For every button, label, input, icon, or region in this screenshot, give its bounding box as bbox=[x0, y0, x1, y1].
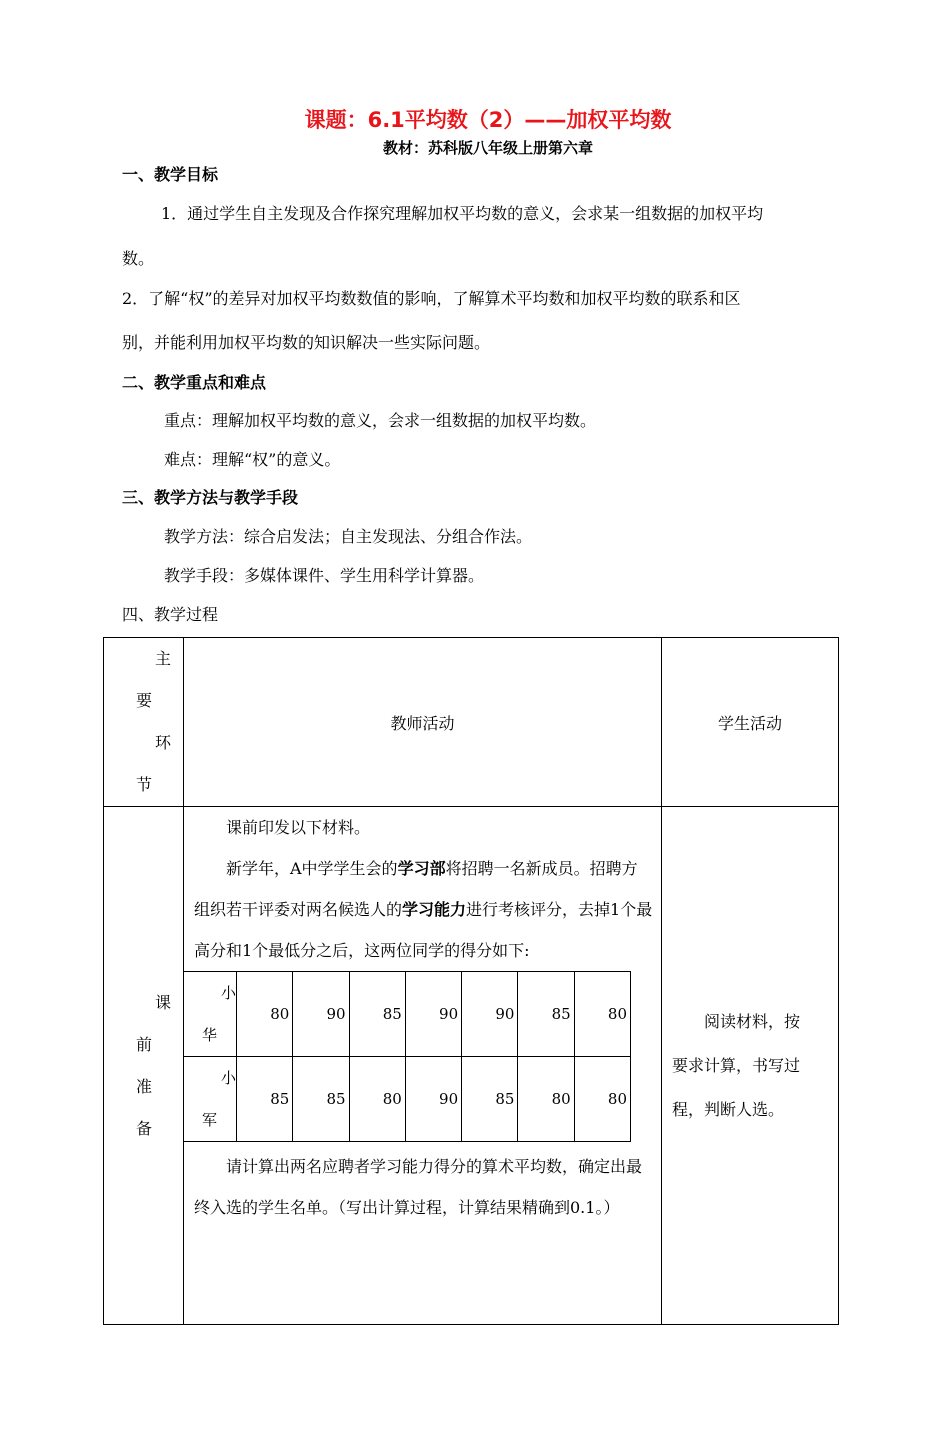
process-table bbox=[103, 637, 839, 1325]
header-stage-char: 要 bbox=[136, 691, 153, 710]
stage-char: 课 bbox=[155, 992, 172, 1012]
section-heading-process: 四、教学过程 bbox=[122, 605, 219, 624]
header-stage-char: 环 bbox=[155, 733, 172, 752]
score-cell: 80 bbox=[574, 1057, 630, 1142]
score-cell: 85 bbox=[349, 972, 405, 1057]
score-cell: 90 bbox=[405, 972, 461, 1057]
score-row-xiaojun bbox=[184, 1057, 631, 1142]
score-cell: 85 bbox=[462, 1057, 518, 1142]
student-activity-line: 要求计算，书写过 bbox=[672, 1055, 801, 1075]
candidate-name bbox=[184, 972, 237, 1057]
teaching-means: 教学手段：多媒体课件、学生用科学计算器。 bbox=[164, 566, 485, 585]
teacher-activity-cell bbox=[184, 807, 662, 1325]
score-cell: 80 bbox=[574, 972, 630, 1057]
table-header-row bbox=[104, 638, 839, 807]
material-text bbox=[184, 848, 661, 971]
material-bold-dept: 学习部 bbox=[397, 859, 446, 878]
candidate-name bbox=[184, 1057, 237, 1142]
material-prefix: 新学年，A中学学生会的 bbox=[226, 859, 398, 878]
material-suffix: 进行考核评分，去掉1个最高分和1个最低分之后，这两位同学的得分如下: bbox=[194, 900, 653, 960]
page-title: 课题：6.1平均数（2）——加权平均数 bbox=[304, 108, 672, 132]
material-mid: 将招聘一名新成员。招聘方组织若干评委对两名候选人的 bbox=[194, 859, 638, 919]
stage-char: 准 bbox=[136, 1076, 153, 1096]
stage-char: 前 bbox=[136, 1034, 153, 1054]
header-student-activity: 学生活动 bbox=[662, 638, 839, 807]
page-subtitle: 教材：苏科版八年级上册第六章 bbox=[382, 139, 593, 157]
score-cell: 85 bbox=[518, 972, 574, 1057]
candidate-name-char: 小 bbox=[221, 1069, 237, 1087]
objective-2-line2: 别，并能利用加权平均数的知识解决一些实际问题。 bbox=[122, 333, 491, 352]
student-activity-line: 程，判断人选。 bbox=[672, 1099, 785, 1119]
section-heading-objectives: 一、教学目标 bbox=[122, 165, 219, 184]
objective-2-line1: 2．了解“权”的差异对加权平均数数值的影响，了解算术平均数和加权平均数的联系和区 bbox=[122, 289, 741, 308]
section-heading-focus: 二、教学重点和难点 bbox=[122, 373, 267, 392]
stage-char: 备 bbox=[136, 1118, 153, 1138]
score-cell: 90 bbox=[462, 972, 518, 1057]
header-stage-cell bbox=[104, 638, 184, 807]
section-heading-methods: 三、教学方法与教学手段 bbox=[122, 488, 299, 507]
score-cell: 80 bbox=[349, 1057, 405, 1142]
material-bold-ability: 学习能力 bbox=[402, 900, 467, 919]
header-stage-char: 主 bbox=[155, 649, 172, 668]
score-cell: 85 bbox=[237, 1057, 293, 1142]
candidate-name-char: 华 bbox=[202, 1026, 218, 1044]
stage-cell bbox=[104, 807, 184, 1325]
student-activity-line: 阅读材料，按 bbox=[704, 1011, 801, 1031]
score-cell: 90 bbox=[293, 972, 349, 1057]
score-cell: 90 bbox=[405, 1057, 461, 1142]
header-teacher-activity: 教师活动 bbox=[184, 638, 662, 807]
key-point: 重点：理解加权平均数的意义，会求一组数据的加权平均数。 bbox=[164, 411, 597, 430]
table-row-preparation bbox=[104, 807, 839, 1325]
score-cell: 80 bbox=[237, 972, 293, 1057]
candidate-name-char: 军 bbox=[202, 1111, 218, 1129]
score-cell: 80 bbox=[518, 1057, 574, 1142]
score-cell: 85 bbox=[293, 1057, 349, 1142]
teaching-method: 教学方法：综合启发法；自主发现法、分组合作法。 bbox=[164, 527, 533, 546]
score-table bbox=[183, 971, 631, 1142]
header-stage-char: 节 bbox=[136, 775, 153, 794]
material-intro: 课前印发以下材料。 bbox=[226, 818, 371, 837]
objective-1-line2: 数。 bbox=[122, 249, 155, 268]
score-row-xiaohua bbox=[184, 972, 631, 1057]
calculation-task: 请计算出两名应聘者学习能力得分的算术平均数，确定出最终入选的学生名单。（写出计算过程，计算结果精确到0.1。） bbox=[194, 1157, 643, 1217]
difficulty-point: 难点：理解“权”的意义。 bbox=[164, 450, 341, 469]
student-activity-cell bbox=[662, 807, 839, 1325]
candidate-name-char: 小 bbox=[221, 984, 237, 1002]
objective-1-line1: 1．通过学生自主发现及合作探究理解加权平均数的意义，会求某一组数据的加权平均 bbox=[161, 204, 764, 223]
